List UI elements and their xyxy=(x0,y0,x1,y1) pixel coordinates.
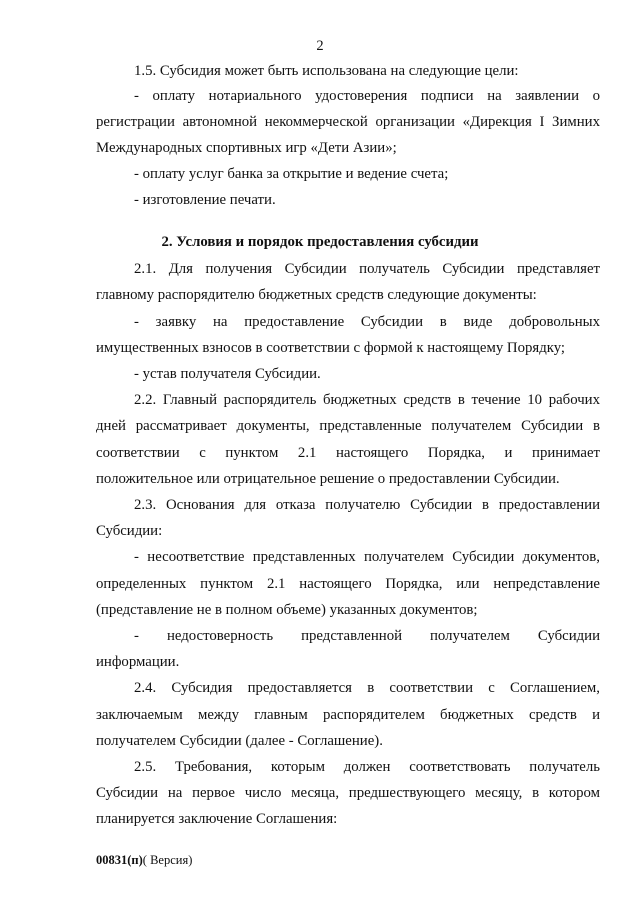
para-2-2-line-2: дней рассматривает документы, представленные получателем Субсидии в xyxy=(96,418,600,434)
section-1-5-line-1: 1.5. Субсидия может быть использована на следующие цели: xyxy=(134,63,519,79)
section-2-heading: 2. Условия и порядок предоставления субсидии xyxy=(161,234,479,250)
para-2-4-line-1: 2.4. Субсидия предоставляется в соответствии с Соглашением, xyxy=(134,680,600,696)
footer-code: 00831(п) xyxy=(96,853,143,867)
para-2-1-line-1: 2.1. Для получения Субсидии получатель Субсидии представляет xyxy=(134,261,600,277)
document-footer xyxy=(96,853,192,868)
section-1-5-line-2: - оплату нотариального удостоверения подписи на заявлении о xyxy=(134,88,600,104)
para-2-3-line-4: определенных пунктом 2.1 настоящего Порядка, или непредставление xyxy=(96,576,600,592)
para-2-4-line-2: заключаемым между главным распорядителем бюджетных средств и xyxy=(96,707,600,723)
para-2-3-line-2: Субсидии: xyxy=(96,523,163,539)
para-2-5-line-3: планируется заключение Соглашения: xyxy=(96,811,338,827)
para-2-3-line-6: - недостоверность представленной получателем Субсидии xyxy=(134,628,600,644)
para-2-4-line-3: получателем Субсидии (далее - Соглашение). xyxy=(96,733,383,749)
footer-version: ( Версия) xyxy=(142,853,193,867)
para-2-1-line-2: главному распорядителю бюджетных средств следующие документы: xyxy=(96,287,537,303)
para-2-3-line-7: информации. xyxy=(96,654,180,670)
section-1-5-line-5: - оплату услуг банка за открытие и ведение счета; xyxy=(134,166,449,182)
section-1-5-line-6: - изготовление печати. xyxy=(134,192,276,208)
section-1-5-line-3: регистрации автономной некоммерческой организации «Дирекция I Зимних xyxy=(96,114,600,130)
page-number: 2 xyxy=(316,38,324,54)
para-2-5-line-1: 2.5. Требования, которым должен соответствовать получатель xyxy=(134,759,600,775)
para-2-3-line-1: 2.3. Основания для отказа получателю Субсидии в предоставлении xyxy=(134,497,600,513)
para-2-3-line-5: (представление не в полном объеме) указанных документов; xyxy=(96,602,478,618)
para-2-1-line-4: имущественных взносов в соответствии с формой к настоящему Порядку; xyxy=(96,340,566,356)
para-2-3-line-3: - несоответствие представленных получателем Субсидии документов, xyxy=(134,549,600,565)
para-2-5-line-2: Субсидии на первое число месяца, предшествующего месяцу, в котором xyxy=(96,785,600,801)
para-2-2-line-1: 2.2. Главный распорядитель бюджетных средств в течение 10 рабочих xyxy=(134,392,600,408)
section-1-5-line-4: Международных спортивных игр «Дети Азии»; xyxy=(96,140,397,156)
para-2-1-line-5: - устав получателя Субсидии. xyxy=(134,366,321,382)
para-2-2-line-3: соответствии с пунктом 2.1 настоящего Порядка, и принимает xyxy=(96,445,600,461)
para-2-1-line-3: - заявку на предоставление Субсидии в виде добровольных xyxy=(134,314,600,330)
para-2-2-line-4: положительное или отрицательное решение о предоставлении Субсидии. xyxy=(96,471,560,487)
